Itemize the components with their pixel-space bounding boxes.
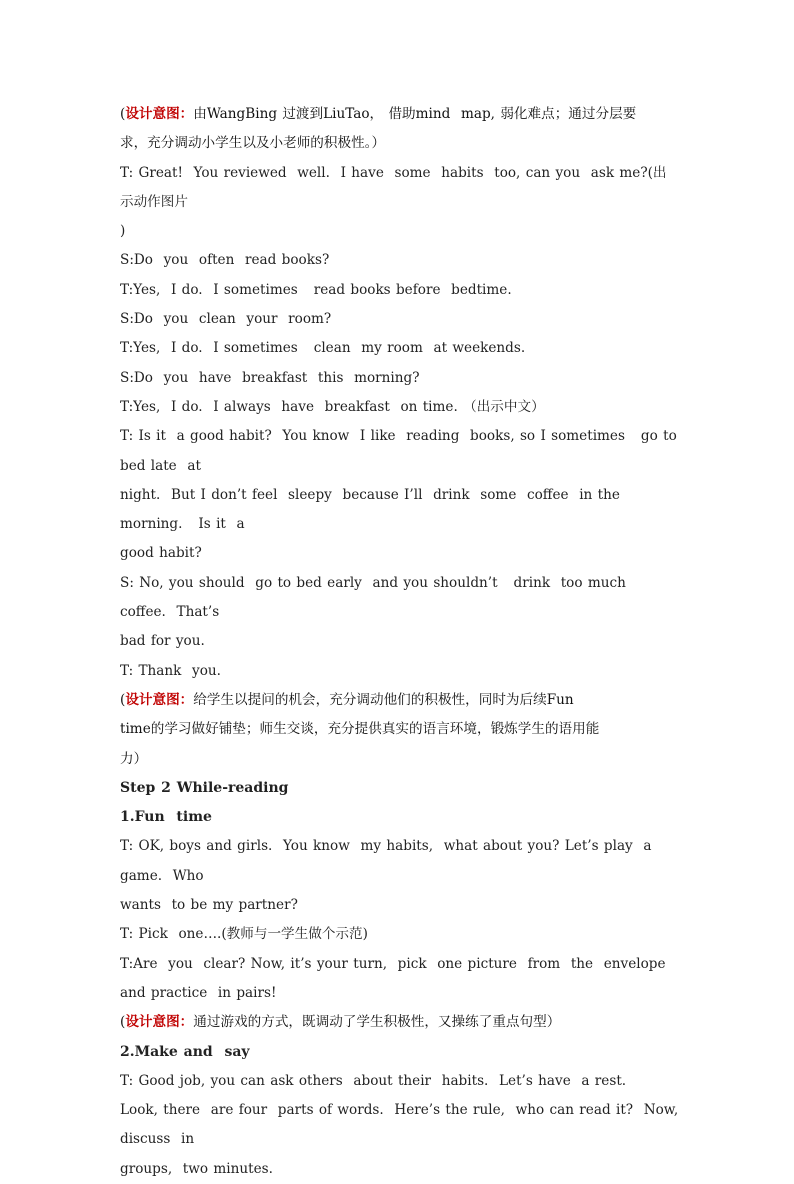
dialogue-line: good habit?	[120, 545, 202, 562]
dialogue-paragraph	[120, 657, 680, 686]
note-open-paren: (	[120, 106, 126, 122]
section-heading	[120, 803, 680, 832]
note-line	[120, 100, 680, 129]
dialogue-line: S:Do you have breakfast this morning?	[120, 369, 420, 386]
note-open-paren: (	[120, 1014, 126, 1031]
note-text: 给学生以提问的机会，充分调动他们的积极性，同时为后续Fun	[193, 691, 574, 708]
note-label: 设计意图：	[125, 1014, 194, 1031]
note-open-paren: (	[120, 691, 126, 708]
dialogue-paragraph	[120, 334, 680, 363]
dialogue-paragraph	[120, 569, 680, 657]
dialogue-line: T: Great! You reviewed well. I have some habits too, can you ask me?(出示动作图片	[120, 164, 667, 210]
dialogue-line: S: No, you should go to bed early and you shouldn’t drink too much coffee. That’s	[120, 574, 637, 621]
heading-line: 1.Fun time	[120, 809, 212, 826]
dialogue-line: night. But I don’t feel sleepy because I’ll drink some coffee in the morning. Is it a	[120, 486, 626, 533]
note-text: time的学习做好铺垫；师生交谈，充分提供真实的语言环境，锻炼学生的语用能	[120, 721, 600, 738]
note-line	[120, 1008, 680, 1037]
note-text: 由WangBing 过渡到LiuTao， 借助mind map, 弱化难点；通过分层要	[193, 106, 637, 122]
note-text: 力）	[120, 750, 148, 767]
design-note	[120, 1008, 680, 1037]
dialogue-paragraph	[120, 950, 680, 1009]
dialogue-paragraph	[120, 1067, 684, 1184]
dialogue-line: T:Are you clear? Now, it’s your turn, pick one picture from the envelope	[120, 955, 666, 972]
dialogue-paragraph	[120, 393, 680, 422]
dialogue-paragraph	[120, 920, 680, 949]
dialogue-line: T: Is it a good habit? You know I like reading books, so I sometimes go to bed late at	[120, 428, 683, 474]
dialogue-line: and practice in pairs!	[120, 984, 277, 1001]
dialogue-line: S:Do you clean your room?	[120, 311, 332, 328]
section-heading	[120, 1038, 680, 1067]
note-text: 通过游戏的方式，既调动了学生积极性，又操练了重点句型）	[193, 1014, 561, 1031]
dialogue-paragraph	[120, 276, 680, 305]
dialogue-line: T:Yes, I do. I sometimes read books before bedtime.	[120, 281, 512, 298]
dialogue-line: T: Good job, you can ask others about their habits. Let’s have a rest.	[120, 1072, 627, 1089]
note-line	[120, 129, 680, 158]
dialogue-line: S:Do you often read books?	[120, 252, 330, 269]
dialogue-paragraph	[120, 364, 680, 393]
note-text: 求，充分调动小学生以及小老师的积极性。）	[120, 135, 386, 152]
section-heading	[120, 774, 680, 803]
dialogue-line: groups, two minutes.	[120, 1160, 273, 1177]
dialogue-line: T: Pick one….(教师与一学生做个示范)	[120, 926, 368, 943]
dialogue-line: wants to be my partner?	[120, 897, 298, 914]
dialogue-paragraph	[120, 159, 680, 247]
dialogue-paragraph	[120, 246, 680, 275]
dialogue-line: T: OK, boys and girls. You know my habits, what about you? Let’s play a game. Who	[120, 838, 657, 884]
note-line	[120, 745, 680, 774]
heading-line: 2.Make and say	[120, 1043, 250, 1060]
dialogue-line: bad for you.	[120, 633, 205, 650]
dialogue-paragraph	[120, 305, 680, 334]
design-note	[120, 686, 680, 774]
note-label: 设计意图：	[125, 106, 194, 122]
note-line	[120, 715, 680, 744]
dialogue-line: T: Thank you.	[120, 662, 221, 679]
document-body	[120, 100, 684, 1184]
dialogue-line: T:Yes, I do. I always have breakfast on time. （出示中文）	[120, 398, 545, 415]
dialogue-paragraph	[120, 422, 683, 568]
dialogue-paragraph	[120, 832, 680, 920]
design-note	[120, 100, 680, 159]
dialogue-line: )	[120, 223, 126, 240]
dialogue-line: Look, there are four parts of words. Here’s the rule, who can read it? Now, discuss in	[120, 1102, 684, 1148]
note-line	[120, 686, 680, 715]
heading-line: Step 2 While-reading	[120, 779, 289, 796]
dialogue-line: T:Yes, I do. I sometimes clean my room at weekends.	[120, 340, 526, 357]
note-label: 设计意图：	[125, 691, 194, 708]
